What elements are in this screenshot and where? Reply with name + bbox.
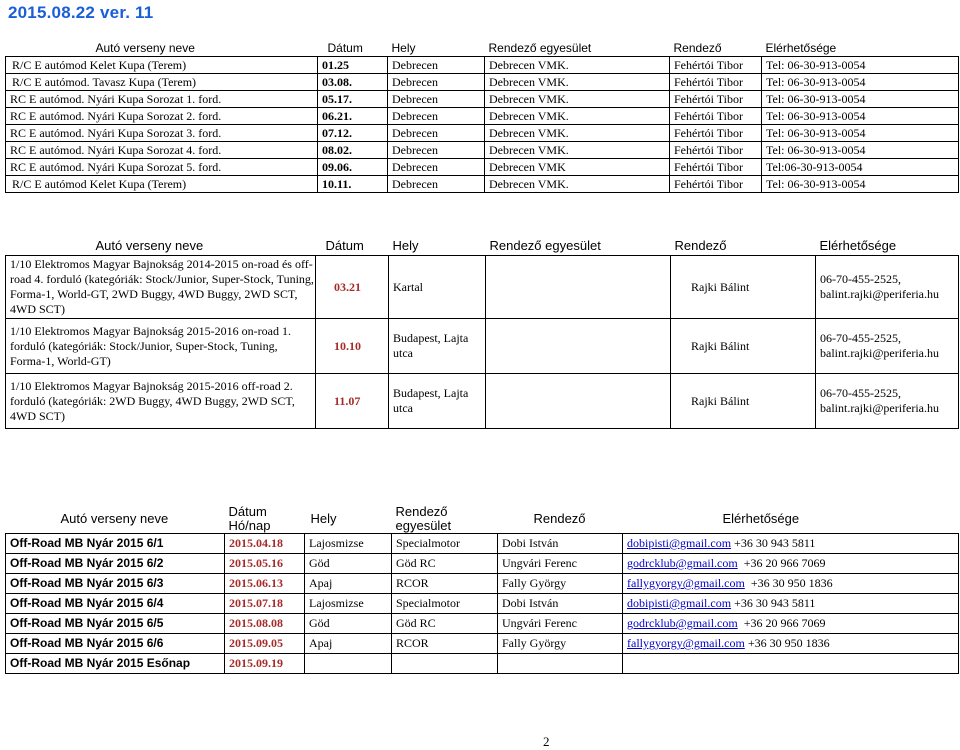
phone-number: +36 30 943 5811 (731, 536, 816, 550)
date-cell: 10.11. (318, 176, 388, 193)
club-cell: Göd RC (392, 554, 498, 574)
email-link[interactable]: dobipisti@gmail.com (627, 536, 732, 550)
club-cell: Debrecen VMK. (485, 91, 670, 108)
electric-championship-table (5, 235, 959, 429)
table-row (6, 125, 959, 142)
column-header: Rendező egyesület (395, 505, 452, 533)
column-header: Hely (392, 237, 419, 253)
contact-cell: Tel:06-30-913-0054 (762, 159, 959, 176)
email-link[interactable]: dobipisti@gmail.com (627, 596, 732, 610)
place-cell: Kartal (389, 256, 486, 319)
table-row (6, 534, 959, 554)
date-cell: 01.25 (318, 57, 388, 74)
race-name-cell: RC E autómod. Nyári Kupa Sorozat 1. ford. (6, 91, 318, 108)
organizer-cell: Fehértói Tibor (670, 159, 762, 176)
table-row (6, 554, 959, 574)
table-row (6, 614, 959, 634)
race-name-cell: RC E autómod. Nyári Kupa Sorozat 2. ford. (6, 108, 318, 125)
club-cell (486, 256, 671, 319)
place-cell: Debrecen (388, 74, 485, 91)
column-header: Rendező egyesület (489, 237, 601, 253)
phone-number: +36 30 943 5811 (731, 596, 816, 610)
contact-cell: Tel: 06-30-913-0054 (762, 108, 959, 125)
place-cell: Budapest, Lajta utca (389, 374, 486, 429)
club-cell: Debrecen VMK (485, 159, 670, 176)
table-row (6, 574, 959, 594)
date-cell: 2015.08.08 (225, 614, 305, 634)
date-cell: 2015.09.19 (225, 654, 305, 674)
place-cell: Apaj (305, 574, 392, 594)
organizer-cell: Fally György (498, 634, 623, 654)
place-cell: Göd (305, 554, 392, 574)
date-cell: 2015.04.18 (225, 534, 305, 554)
phone-number: +36 30 950 1836 (744, 636, 830, 650)
phone-number: +36 20 966 7069 (737, 616, 826, 630)
place-cell: Debrecen (388, 91, 485, 108)
date-cell: 05.17. (318, 91, 388, 108)
date-cell: 03.21 (316, 256, 389, 319)
table-header-row (6, 235, 959, 256)
column-header: Dátum Hó/nap (228, 505, 271, 533)
organizer-cell: Dobi István (498, 594, 623, 614)
date-cell: 2015.07.18 (225, 594, 305, 614)
email-link[interactable]: godrcklub@gmail.com (627, 616, 738, 630)
contact-cell (623, 554, 959, 574)
table-row (6, 634, 959, 654)
table-row (6, 176, 959, 193)
place-cell: Debrecen (388, 57, 485, 74)
table-header-row (6, 40, 959, 57)
race-name-cell: Off-Road MB Nyár 2015 6/4 (6, 594, 225, 614)
column-header: Rendező egyesület (488, 41, 592, 55)
organizer-cell: Fehértói Tibor (670, 176, 762, 193)
column-header: Hely (391, 41, 416, 55)
organizer-cell: Fehértói Tibor (670, 57, 762, 74)
email-link[interactable]: fallygyorgy@gmail.com (627, 636, 745, 650)
column-header: Elérhetősége (819, 237, 897, 253)
organizer-cell (498, 654, 623, 674)
date-cell: 2015.05.16 (225, 554, 305, 574)
column-header: Rendező (533, 511, 586, 526)
date-cell: 08.02. (318, 142, 388, 159)
table-row (6, 74, 959, 91)
date-cell: 07.12. (318, 125, 388, 142)
contact-cell: Tel: 06-30-913-0054 (762, 91, 959, 108)
place-cell: Apaj (305, 634, 392, 654)
table-row (6, 57, 959, 74)
column-header: Elérhetősége (722, 511, 800, 526)
club-cell: Debrecen VMK. (485, 74, 670, 91)
place-cell: Lajosmizse (305, 534, 392, 554)
contact-cell (623, 574, 959, 594)
race-name-cell: Off-Road MB Nyár 2015 6/2 (6, 554, 225, 574)
contact-cell (623, 654, 959, 674)
place-cell: Göd (305, 614, 392, 634)
race-name-cell: Off-Road MB Nyár 2015 6/3 (6, 574, 225, 594)
date-cell: 2015.09.05 (225, 634, 305, 654)
offroad-championship-table (5, 505, 959, 674)
race-name-cell: RC E autómod. Nyári Kupa Sorozat 3. ford. (6, 125, 318, 142)
date-cell: 2015.06.13 (225, 574, 305, 594)
date-cell: 06.21. (318, 108, 388, 125)
club-cell (486, 319, 671, 374)
table-row (6, 256, 959, 319)
race-name-cell: R/C E autómod Kelet Kupa (Terem) (6, 176, 318, 193)
organizer-cell: Rajki Bálint (671, 319, 816, 374)
place-cell: Debrecen (388, 125, 485, 142)
table-row (6, 319, 959, 374)
club-cell: RCOR (392, 574, 498, 594)
club-cell: Debrecen VMK. (485, 108, 670, 125)
organizer-cell: Ungvári Ferenc (498, 614, 623, 634)
place-cell: Lajosmizse (305, 594, 392, 614)
contact-cell: 06-70-455-2525, balint.rajki@periferia.hu (816, 319, 959, 374)
race-name-cell: R/C E autómod. Tavasz Kupa (Terem) (6, 74, 318, 91)
email-link[interactable]: godrcklub@gmail.com (627, 556, 738, 570)
place-cell: Debrecen (388, 176, 485, 193)
race-name-cell: Off-Road MB Nyár 2015 6/6 (6, 634, 225, 654)
column-header: Autó verseny neve (95, 41, 195, 55)
organizer-cell: Ungvári Ferenc (498, 554, 623, 574)
date-cell: 09.06. (318, 159, 388, 176)
column-header: Hely (310, 511, 337, 526)
contact-cell (623, 634, 959, 654)
club-cell (392, 654, 498, 674)
email-link[interactable]: fallygyorgy@gmail.com (627, 576, 745, 590)
organizer-cell: Fehértói Tibor (670, 125, 762, 142)
table-row (6, 594, 959, 614)
phone-number: +36 30 950 1836 (744, 576, 833, 590)
organizer-cell: Dobi István (498, 534, 623, 554)
race-name-cell: Off-Road MB Nyár 2015 6/1 (6, 534, 225, 554)
club-cell: Debrecen VMK. (485, 125, 670, 142)
club-cell: Debrecen VMK. (485, 57, 670, 74)
place-cell: Debrecen (388, 108, 485, 125)
contact-cell (623, 594, 959, 614)
contact-cell: Tel: 06-30-913-0054 (762, 142, 959, 159)
organizer-cell: Fehértói Tibor (670, 91, 762, 108)
contact-cell: 06-70-455-2525, balint.rajki@periferia.hu (816, 256, 959, 319)
place-cell: Debrecen (388, 159, 485, 176)
club-cell: RCOR (392, 634, 498, 654)
contact-cell (623, 534, 959, 554)
column-header: Dátum (327, 41, 363, 55)
column-header: Elérhetősége (765, 41, 837, 55)
table-row (6, 108, 959, 125)
date-cell: 11.07 (316, 374, 389, 429)
table-header-row (6, 505, 959, 534)
column-header: Autó verseny neve (95, 237, 204, 253)
column-header: Autó verseny neve (60, 511, 169, 526)
race-name-cell: 1/10 Elektromos Magyar Bajnokság 2015-2016 off-road 2. forduló (kategóriák: 2WD Buggy, 4WD Buggy, 2WD SCT, 4WD SCT) (6, 374, 316, 429)
place-cell: Debrecen (388, 142, 485, 159)
date-cell: 10.10 (316, 319, 389, 374)
rc-races-debrecen-table (5, 40, 959, 193)
organizer-cell: Fehértói Tibor (670, 108, 762, 125)
column-header: Dátum (325, 237, 364, 253)
table-row (6, 142, 959, 159)
document-version-title: 2015.08.22 ver. 11 (8, 3, 154, 22)
contact-cell: Tel: 06-30-913-0054 (762, 125, 959, 142)
contact-cell (623, 614, 959, 634)
organizer-cell: Fehértói Tibor (670, 74, 762, 91)
table-row (6, 159, 959, 176)
table-row (6, 654, 959, 674)
column-header: Rendező (673, 41, 722, 55)
race-name-cell: Off-Road MB Nyár 2015 6/5 (6, 614, 225, 634)
column-header: Rendező (674, 237, 727, 253)
club-cell: Debrecen VMK. (485, 142, 670, 159)
phone-number: +36 20 966 7069 (737, 556, 826, 570)
page-number: 2 (543, 734, 550, 749)
contact-cell: 06-70-455-2525, balint.rajki@periferia.hu (816, 374, 959, 429)
contact-cell: Tel: 06-30-913-0054 (762, 74, 959, 91)
club-cell: Göd RC (392, 614, 498, 634)
club-cell (486, 374, 671, 429)
table-row (6, 91, 959, 108)
race-name-cell: 1/10 Elektromos Magyar Bajnokság 2014-2015 on-road és off-road 4. forduló (kategóriák: Stock/Junior, Super-Stock, Tuning, Forma-1, World-GT, 2WD Buggy, 4WD Buggy, 2WD SCT, 4WD SCT) (6, 256, 316, 319)
club-cell: Debrecen VMK. (485, 176, 670, 193)
club-cell: Specialmotor (392, 534, 498, 554)
place-cell: Budapest, Lajta utca (389, 319, 486, 374)
club-cell: Specialmotor (392, 594, 498, 614)
race-name-cell: 1/10 Elektromos Magyar Bajnokság 2015-2016 on-road 1. forduló (kategóriák: Stock/Junior, Super-Stock, Tuning, Forma-1, World-GT) (6, 319, 316, 374)
race-name-cell: RC E autómod. Nyári Kupa Sorozat 5. ford. (6, 159, 318, 176)
race-name-cell: Off-Road MB Nyár 2015 Esőnap (6, 654, 225, 674)
race-name-cell: R/C E autómod Kelet Kupa (Terem) (6, 57, 318, 74)
race-name-cell: RC E autómod. Nyári Kupa Sorozat 4. ford. (6, 142, 318, 159)
date-cell: 03.08. (318, 74, 388, 91)
organizer-cell: Rajki Bálint (671, 256, 816, 319)
organizer-cell: Fehértói Tibor (670, 142, 762, 159)
organizer-cell: Rajki Bálint (671, 374, 816, 429)
place-cell (305, 654, 392, 674)
contact-cell: Tel: 06-30-913-0054 (762, 57, 959, 74)
organizer-cell: Fally György (498, 574, 623, 594)
contact-cell: Tel: 06-30-913-0054 (762, 176, 959, 193)
table-row (6, 374, 959, 429)
